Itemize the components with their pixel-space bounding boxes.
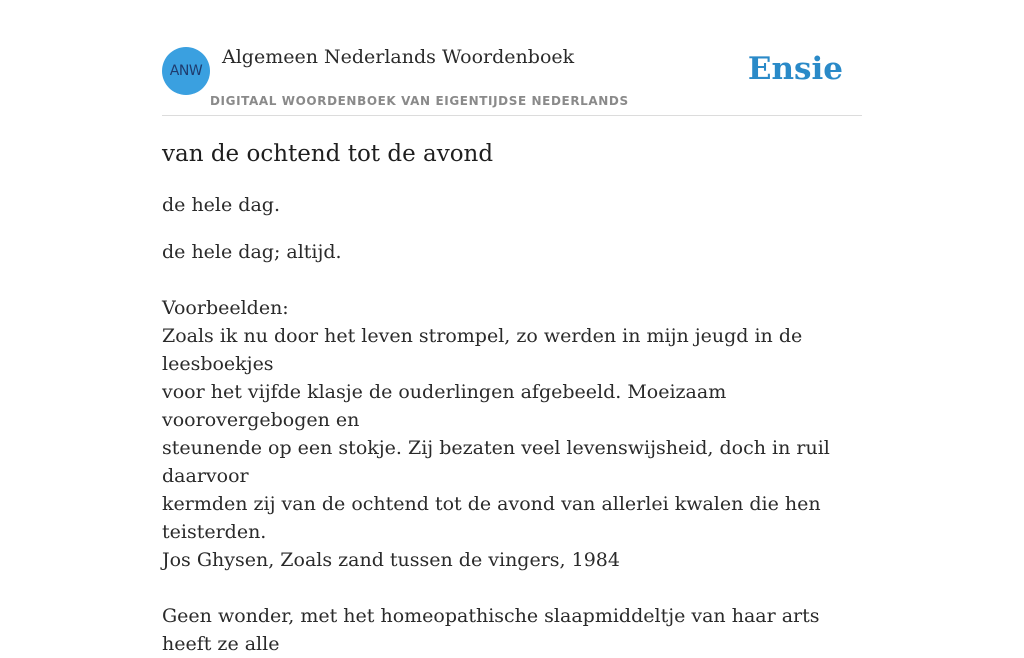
anw-logo[interactable]	[162, 47, 210, 95]
example-line: Zoals ik nu door het leven strompel, zo werden in mijn jeugd in de leesboekjes	[162, 325, 803, 375]
anw-logo-text: ANW	[169, 63, 203, 79]
example-2-start: Geen wonder, met het homeopathische slaapmiddeltje van haar arts heeft ze alle	[162, 605, 820, 655]
site-subtitle: DIGITAAL WOORDENBOEK VAN EIGENTIJDSE NEDERLANDS	[210, 94, 629, 108]
definition-short: de hele dag.	[162, 194, 280, 216]
entry-headword: van de ochtend tot de avond	[162, 141, 494, 167]
example-line: steunende op een stokje. Zij bezaten veel levenswijsheid, doch in ruil daarvoor	[162, 437, 830, 487]
examples-label: Voorbeelden:	[162, 297, 289, 319]
entry-content	[162, 138, 862, 658]
example-source: Jos Ghysen, Zoals zand tussen de vingers, 1984	[162, 549, 620, 571]
ensie-brand-link[interactable]: Ensie	[747, 51, 843, 87]
example-quote	[162, 322, 862, 574]
header-divider	[162, 115, 862, 116]
example-line: voor het vijfde klasje de ouderlingen afgebeeld. Moeizaam voorovergebogen en	[162, 381, 727, 431]
site-title[interactable]: Algemeen Nederlands Woordenboek	[222, 46, 575, 68]
definition-long: de hele dag; altijd.	[162, 241, 342, 263]
example-line: kermden zij van de ochtend tot de avond van allerlei kwalen die hen teisterden.	[162, 493, 821, 543]
